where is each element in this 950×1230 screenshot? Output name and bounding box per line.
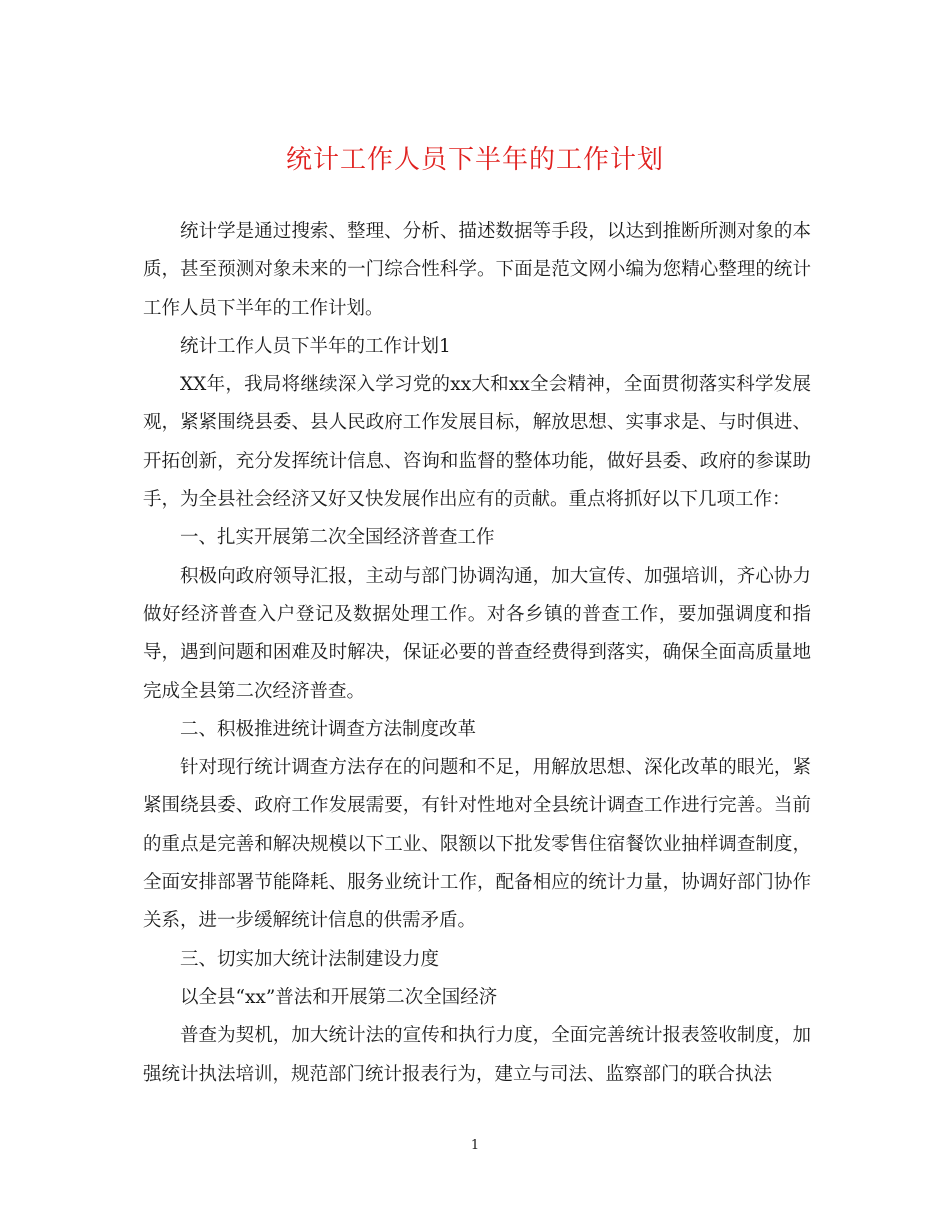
paragraph-section-1: 积极向政府领导汇报，主动与部门协调沟通，加大宣传、加强培训，齐心协力做好经济普查入户登记及数据处理工作。对各乡镇的普查工作，要加强调度和指导，遇到问题和困难及时解决，保证必要的普查经费得到落实，确保全面高质量地完成全县第二次经济普查。 (143, 565, 811, 702)
document-body (143, 213, 811, 1094)
paragraph-plan-heading: 统计工作人员下半年的工作计划1 (180, 335, 451, 357)
paragraph-overview: XX年，我局将继续深入学习党的xx大和xx全会精神，全面贯彻落实科学发展观，紧紧围绕县委、县人民政府工作发展目标，解放思想、实事求是、与时俱进、开拓创新，充分发挥统计信息、咨询和监督的整体功能，做好县委、政府的参谋助手，为全县社会经济又好又快发展作出应有的贡献。重点将抓好以下几项工作： (143, 374, 811, 511)
paragraph-section-2: 针对现行统计调查方法存在的问题和不足，用解放思想、深化改革的眼光，紧紧围绕县委、政府工作发展需要，有针对性地对全县统计调查工作进行完善。当前的重点是完善和解决规模以下工业、限额以下批发零售住宿餐饮业抽样调查制度，全面安排部署节能降耗、服务业统计工作，配备相应的统计力量，协调好部门协作关系，进一步缓解统计信息的供需矛盾。 (143, 757, 811, 932)
paragraph-section-3-b: 普查为契机，加大统计法的宣传和执行力度，全面完善统计报表签收制度，加强统计执法培训，规范部门统计报表行为，建立与司法、监察部门的联合执法 (143, 1025, 811, 1085)
paragraph-intro: 统计学是通过搜索、整理、分析、描述数据等手段，以达到推断所测对象的本质，甚至预测对象未来的一门综合性科学。下面是范文网小编为您精心整理的统计工作人员下半年的工作计划。 (143, 221, 811, 319)
section-heading-3: 三、切实加大统计法制建设力度 (180, 948, 440, 970)
document-title: 统计工作人员下半年的工作计划 (285, 145, 664, 175)
paragraph-section-3-a: 以全县“xx”普法和开展第二次全国经济 (180, 986, 498, 1008)
page-number: 1 (470, 1138, 480, 1153)
section-heading-2: 二、积极推进统计调查方法制度改革 (180, 718, 477, 740)
section-heading-1: 一、扎实开展第二次全国经济普查工作 (180, 527, 495, 549)
